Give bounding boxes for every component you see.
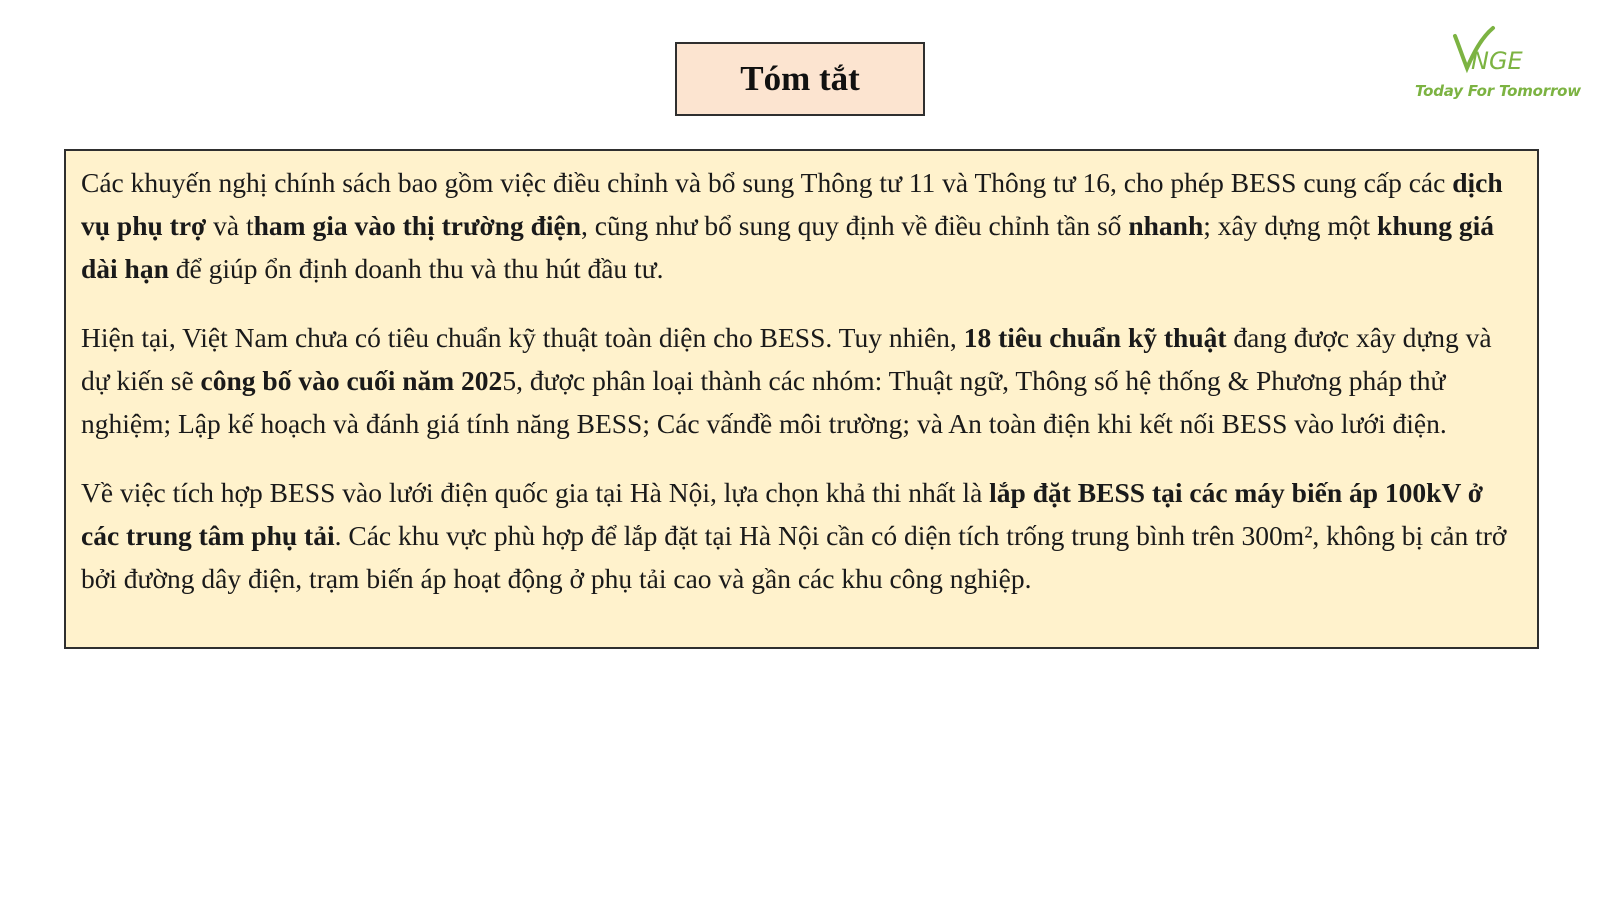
summary-bold-text: công bố vào cuối năm 202: [200, 365, 503, 396]
summary-paragraph: [81, 161, 1523, 290]
summary-bold-text: nhanh: [1128, 210, 1204, 241]
summary-text: Các khuyến nghị chính sách bao gồm việc điều chỉnh và bổ sung Thông tư 11 và Thông tư 16, cho phép BESS cung cấp các: [81, 167, 1453, 198]
summary-bold-text: khung giá dài hạn: [81, 210, 1494, 284]
summary-text: và t: [206, 210, 254, 241]
summary-text: Về việc tích hợp BESS vào lưới điện quốc gia tại Hà Nội, lựa chọn khả thi nhất là: [81, 477, 990, 508]
summary-text: , cũng như bổ sung quy định về điều chỉnh tần số: [581, 210, 1129, 241]
summary-bold-text: dịch vụ phụ trợ: [81, 167, 1503, 241]
summary-bold-text: lắp đặt BESS tại các máy biến áp 100kV ở các trung tâm phụ tải: [81, 477, 1483, 551]
summary-text: ; xây dựng một: [1203, 210, 1378, 241]
page-title: Tóm tắt: [740, 59, 860, 98]
summary-paragraph: [81, 316, 1523, 445]
vnge-logo-icon: [1451, 24, 1551, 84]
summary-paragraph: [81, 471, 1523, 600]
title-box: [675, 42, 925, 116]
summary-text: Hiện tại, Việt Nam chưa có tiêu chuẩn kỹ thuật toàn diện cho BESS. Tuy nhiên,: [81, 322, 964, 353]
summary-bold-text: 18 tiêu chuẩn kỹ thuật: [963, 322, 1227, 353]
summary-box: [64, 149, 1539, 649]
summary-text: 5, được phân loại thành các nhóm: Thuật ngữ, Thông số hệ thống & Phương pháp thử nghiệm; Lập kế hoạch và đánh giá tính năng BESS; Các vấnđề môi trường; và An toàn điện khi kết nối BESS vào lưới điện.: [81, 365, 1447, 439]
logo-tagline: Today For Tomorrow: [1415, 82, 1581, 100]
svg-text:NGE: NGE: [1471, 47, 1523, 75]
vnge-logo: [1405, 16, 1595, 111]
summary-bold-text: ham gia vào thị trường điện: [253, 210, 582, 241]
summary-text: . Các khu vực phù hợp để lắp đặt tại Hà Nội cần có diện tích trống trung bình trên 300m², không bị cản trở bởi đường dây điện, trạm biến áp hoạt động ở phụ tải cao và gần các khu công nghiệp.: [81, 520, 1507, 594]
summary-text: đang được xây dựng và dự kiến sẽ: [81, 322, 1492, 396]
summary-text: để giúp ổn định doanh thu và thu hút đầu tư.: [168, 253, 664, 284]
